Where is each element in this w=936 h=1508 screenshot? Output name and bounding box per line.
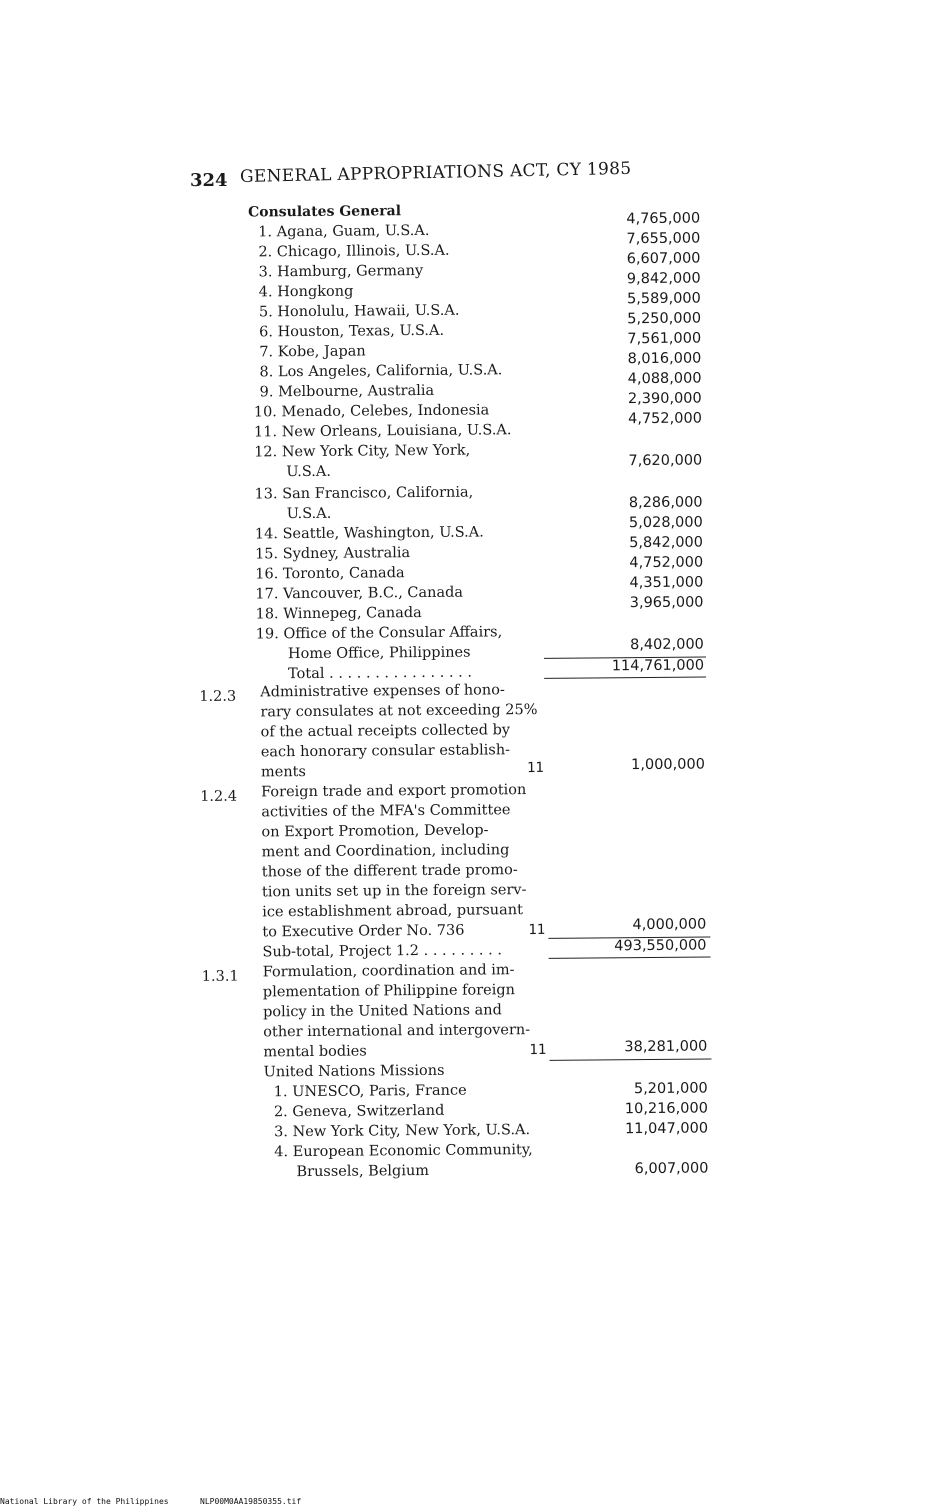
list-item: 8. Los Angeles, California, U.S.A.: [259, 362, 503, 381]
list-item-continuation: Home Office, Philippines: [287, 644, 471, 663]
item-code: 1.2.4: [200, 788, 238, 805]
list-item: 4. European Economic Community,: [274, 1142, 533, 1161]
list-item: 1. Agana, Guam, U.S.A.: [258, 222, 430, 241]
list-item: 19. Office of the Consular Affairs,: [255, 624, 503, 643]
amount: 5,589,000: [626, 290, 701, 308]
amount: 4,000,000: [632, 916, 707, 934]
list-item: 17. Vancouver, B.C., Canada: [255, 584, 464, 603]
item-text: rary consulates at not exceeding 25%: [260, 701, 538, 721]
list-item-continuation: U.S.A.: [286, 463, 332, 481]
amount: 8,286,000: [628, 494, 703, 512]
item-code: 1.3.1: [201, 968, 239, 985]
total-amount: 114,761,000: [611, 657, 705, 675]
item-text: each honorary consular establish-: [260, 742, 511, 761]
subtotal-amount: 493,550,000: [614, 937, 707, 955]
page-title: GENERAL APPROPRIATIONS ACT, CY 1985: [239, 158, 632, 187]
amount: 4,765,000: [626, 210, 701, 228]
total-underline: [544, 677, 706, 679]
amount: 7,561,000: [627, 330, 702, 348]
total-label: Total . . . . . . . . . . . . . . . .: [288, 664, 473, 683]
list-item-continuation: Brussels, Belgium: [296, 1162, 430, 1181]
amount: 4,752,000: [628, 410, 702, 428]
list-item: 16. Toronto, Canada: [255, 565, 405, 583]
amount: 8,016,000: [627, 350, 702, 368]
item-text: mental bodies: [263, 1043, 367, 1061]
item-text: Formulation, coordination and im-: [262, 962, 515, 981]
fund-code: 11: [529, 1041, 547, 1059]
amount: 1,000,000: [631, 756, 705, 774]
appropriations-table: [190, 200, 710, 1181]
amount: 7,655,000: [626, 230, 701, 248]
list-item: 3. New York City, New York, U.S.A.: [274, 1122, 531, 1141]
item-text: to Executive Order No. 736: [262, 922, 465, 941]
amount: 8,402,000: [629, 636, 704, 654]
amount: 4,088,000: [627, 370, 702, 388]
item-text: plementation of Philippine foreign: [262, 982, 516, 1001]
item-text: ice establishment abroad, pursuant: [262, 902, 524, 921]
amount: 10,216,000: [624, 1100, 708, 1118]
list-item: 10. Menado, Celebes, Indonesia: [253, 402, 490, 421]
un-missions-heading: United Nations Missions: [263, 1062, 445, 1081]
list-item: 9. Melbourne, Australia: [259, 382, 435, 401]
list-item: 13. San Francisco, California,: [254, 484, 474, 503]
item-text: activities of the MFA's Committee: [261, 802, 511, 821]
amount: 6,607,000: [626, 250, 701, 268]
item-underline: [549, 1058, 711, 1060]
list-item: 18. Winnepeg, Canada: [255, 604, 422, 623]
list-item: 11. New Orleans, Louisiana, U.S.A.: [253, 422, 512, 441]
item-code: 1.2.3: [199, 688, 237, 705]
amount: 7,620,000: [628, 452, 703, 470]
amount: 4,752,000: [629, 554, 704, 572]
amount: 2,390,000: [627, 390, 702, 408]
item-text: Administrative expenses of hono-: [260, 682, 505, 701]
amount: 5,201,000: [633, 1080, 708, 1098]
amount: 11,047,000: [624, 1120, 709, 1138]
item-text: tion units set up in the foreign serv-: [261, 882, 527, 901]
list-item: 2. Geneva, Switzerland: [273, 1102, 445, 1121]
list-item-continuation: U.S.A.: [286, 505, 332, 523]
item-text: on Export Promotion, Develop-: [261, 822, 489, 841]
amount: 5,250,000: [627, 310, 702, 328]
footer-source: National Library of the Philippines: [0, 1497, 169, 1506]
list-item: 12. New York City, New York,: [254, 442, 471, 461]
list-item: 7. Kobe, Japan: [259, 343, 366, 361]
footer-filename: NLP00M0AA19850355.tif: [200, 1497, 302, 1506]
fund-code: 11: [528, 921, 546, 939]
amount: 3,965,000: [629, 594, 704, 612]
item-text: those of the different trade promo-: [261, 862, 518, 881]
list-item: 3. Hamburg, Germany: [258, 262, 424, 281]
subtotal-label: Sub-total, Project 1.2 . . . . . . . . .: [262, 942, 503, 961]
item-text: other international and intergovern-: [263, 1022, 531, 1041]
item-text: ments: [260, 764, 306, 781]
amount: 4,351,000: [629, 574, 704, 592]
list-item: 1. UNESCO, Paris, France: [273, 1082, 467, 1101]
list-item: 4. Hongkong: [258, 283, 354, 301]
amount: 9,842,000: [626, 270, 701, 288]
item-text: policy in the United Nations and: [262, 1002, 502, 1021]
item-text: Foreign trade and export promotion: [261, 782, 527, 801]
list-item: 6. Houston, Texas, U.S.A.: [259, 322, 445, 341]
amount: 5,028,000: [628, 514, 703, 532]
list-item: 2. Chicago, Illinois, U.S.A.: [258, 242, 450, 261]
subtotal-underline: [549, 956, 711, 958]
fund-code: 11: [526, 759, 544, 777]
amount: 38,281,000: [624, 1038, 708, 1056]
item-text: ment and Coordination, including: [261, 842, 510, 861]
item-text: of the actual receipts collected by: [260, 722, 511, 741]
amount: 5,842,000: [629, 534, 704, 552]
amount: 6,007,000: [634, 1160, 709, 1178]
list-item: 14. Seattle, Washington, U.S.A.: [254, 524, 484, 543]
consulates-heading: Consulates General: [247, 203, 402, 221]
list-item: 5. Honolulu, Hawaii, U.S.A.: [258, 302, 460, 321]
page-number: 324: [190, 170, 228, 191]
list-item: 15. Sydney, Australia: [254, 545, 411, 563]
